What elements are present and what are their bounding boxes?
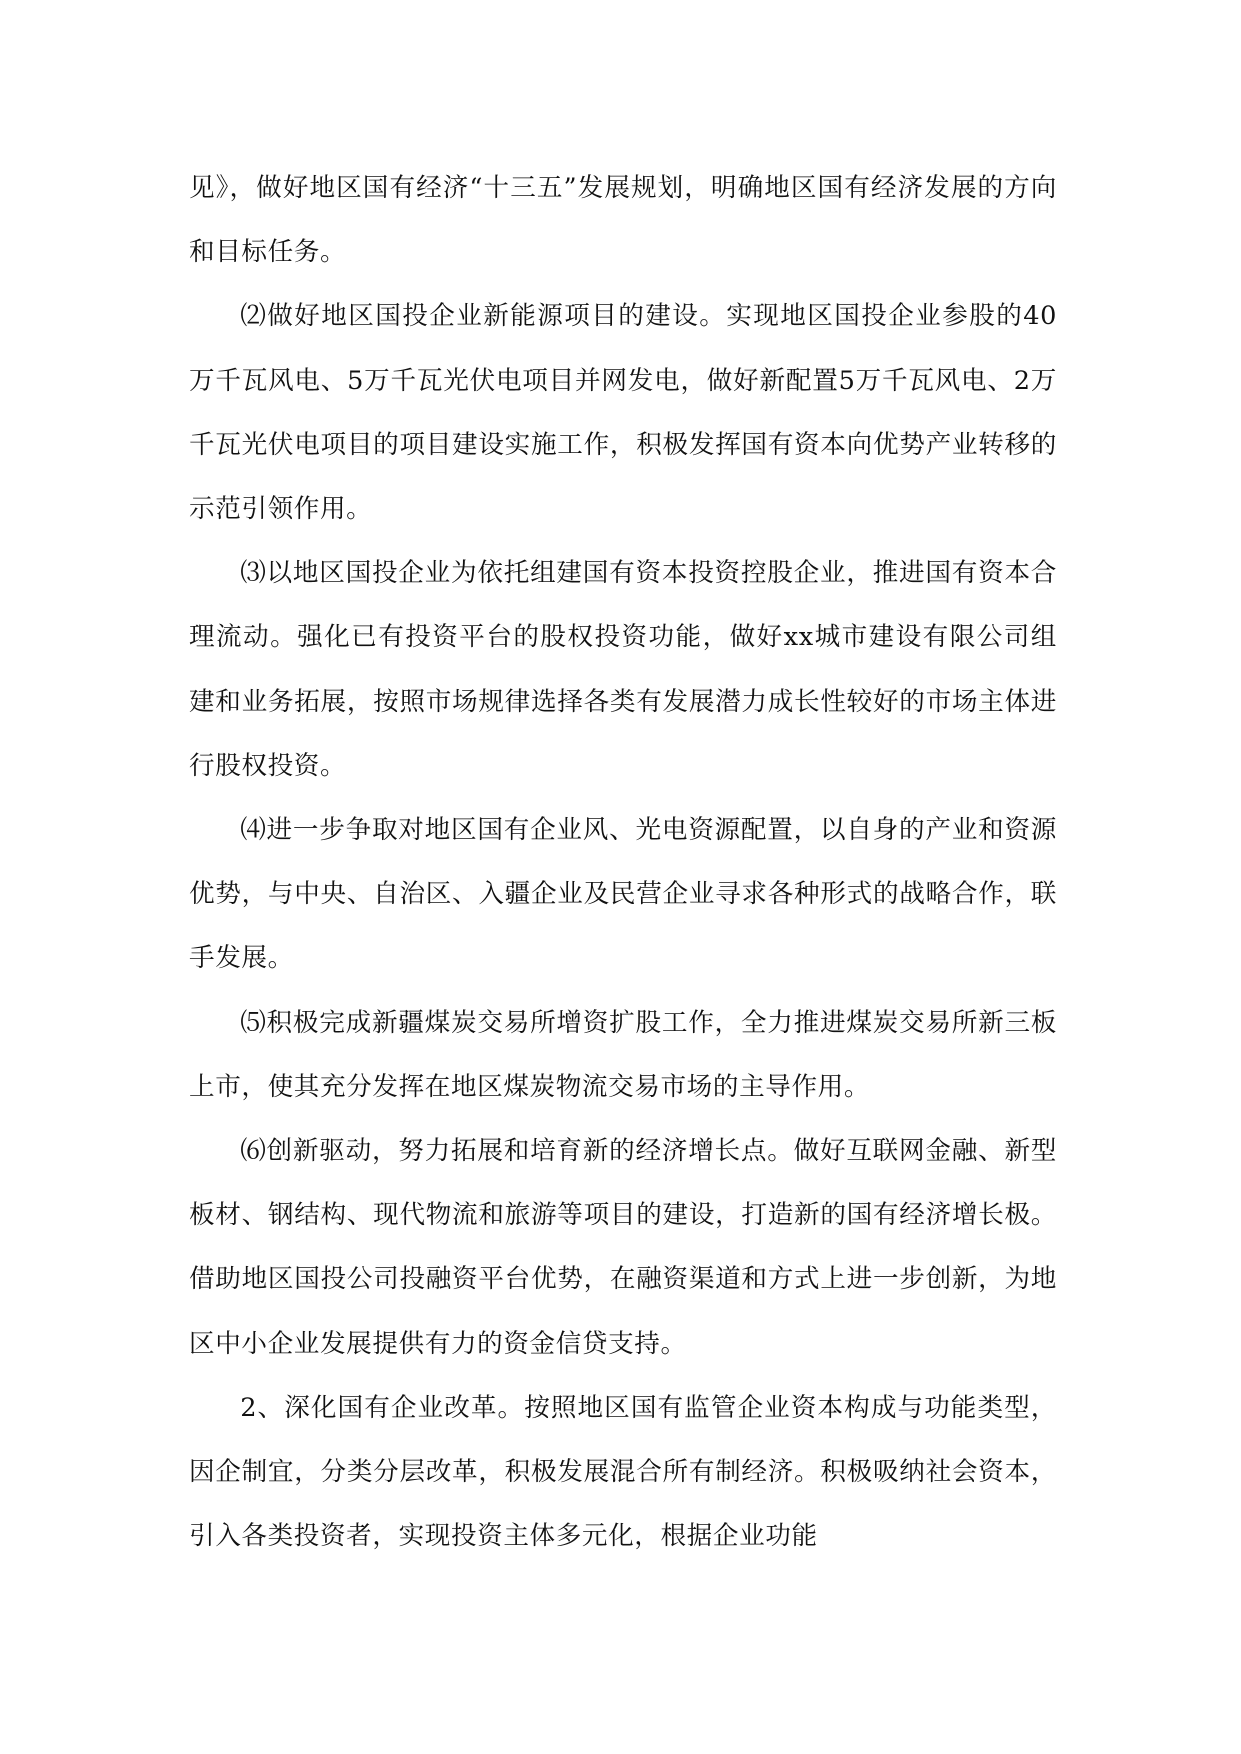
- paragraph-item-2: ⑵做好地区国投企业新能源项目的建设。实现地区国投企业参股的40万千瓦风电、5万千瓦光伏电项目并网发电，做好新配置5万千瓦风电、2万千瓦光伏电项目的项目建设实施工作，积极发挥国有资本向优势产业转移的示范引领作用。: [189, 301, 1057, 525]
- paragraph-continuation: 见》，做好地区国有经济“十三五”发展规划，明确地区国有经济发展的方向和目标任务。: [189, 173, 1057, 268]
- paragraph-item-6: ⑹创新驱动，努力拓展和培育新的经济增长点。做好互联网金融、新型板材、钢结构、现代物流和旅游等项目的建设，打造新的国有经济增长极。借助地区国投公司投融资平台优势，在融资渠道和方式上进一步创新，为地区中小企业发展提供有力的资金信贷支持。: [189, 1136, 1057, 1359]
- paragraph-item-4: ⑷进一步争取对地区国有企业风、光电资源配置，以自身的产业和资源优势，与中央、自治区、入疆企业及民营企业寻求各种形式的战略合作，联手发展。: [189, 815, 1057, 974]
- document-body: [189, 156, 1057, 1568]
- paragraph-item-5: ⑸积极完成新疆煤炭交易所增资扩股工作，全力推进煤炭交易所新三板上市，使其充分发挥在地区煤炭物流交易市场的主导作用。: [189, 1007, 1057, 1102]
- paragraph-item-3: ⑶以地区国投企业为依托组建国有资本投资控股企业，推进国有资本合理流动。强化已有投资平台的股权投资功能，做好xx城市建设有限公司组建和业务拓展，按照市场规律选择各类有发展潜力成长性较好的市场主体进行股权投资。: [189, 558, 1057, 781]
- paragraph-section-2: 2、深化国有企业改革。按照地区国有监管企业资本构成与功能类型，因企制宜，分类分层改革，积极发展混合所有制经济。积极吸纳社会资本，引入各类投资者，实现投资主体多元化，根据企业功能: [189, 1392, 1057, 1552]
